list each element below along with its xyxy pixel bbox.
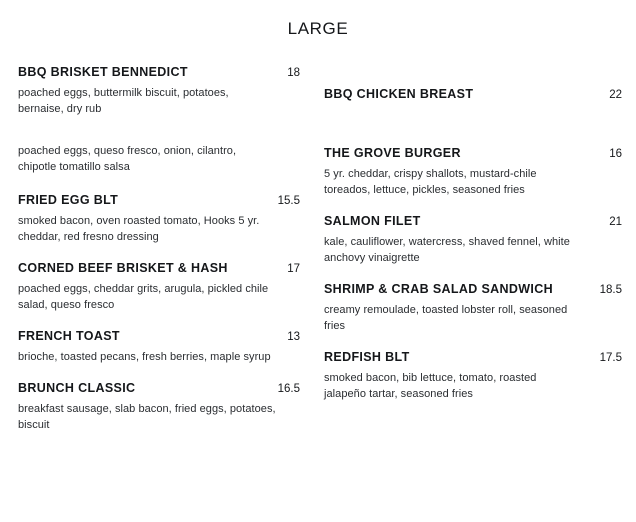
menu-item-description: poached eggs, queso fresco, onion, cilantro, chipotle tomatillo salsa: [18, 145, 237, 173]
page-title: LARGE: [287, 19, 349, 38]
menu-item-name: SALMON FILET: [324, 214, 421, 228]
menu-item-description: brioche, toasted pecans, fresh berries, maple syrup: [18, 351, 271, 363]
menu-item-name: BBQ CHICKEN BREAST: [324, 87, 474, 101]
menu-item-description: creamy remoulade, toasted lobster roll, seasoned fries: [324, 304, 568, 332]
menu-item-price: 15.5: [277, 195, 300, 207]
menu-item-price: 13: [287, 331, 300, 343]
menu-item-header: [324, 214, 622, 229]
menu-item: [18, 381, 300, 433]
menu-item-name: SHRIMP & CRAB SALAD SANDWICH: [324, 282, 554, 296]
menu-item-description: poached eggs, buttermilk biscuit, potatoes, bernaise, dry rub: [18, 87, 229, 115]
menu-item: [18, 329, 300, 365]
menu-column-left: [0, 65, 310, 449]
menu-item-name: THE GROVE BURGER: [324, 146, 461, 160]
menu-item-name: FRIED EGG BLT: [18, 193, 119, 207]
menu-item-header: [18, 329, 300, 344]
menu-item-description: smoked bacon, oven roasted tomato, Hooks 5 yr. cheddar, red fresno dressing: [18, 215, 260, 243]
menu-item-price: 17.5: [599, 352, 622, 364]
menu-item-price: 16: [609, 148, 622, 160]
menu-item-price: 17: [287, 263, 300, 275]
menu-item: [18, 261, 300, 313]
menu-column-right: [310, 87, 636, 418]
menu-item-header: [324, 87, 622, 102]
menu-item-description: breakfast sausage, slab bacon, fried eggs, potatoes, biscuit: [18, 403, 276, 431]
menu-item-name: CORNED BEEF BRISKET & HASH: [18, 261, 228, 275]
menu-item-price: 16.5: [277, 383, 300, 395]
menu-item: [324, 214, 622, 266]
menu-item-price: 18.5: [599, 284, 622, 296]
menu-item-description: kale, cauliflower, watercress, shaved fennel, white anchovy vinaigrette: [324, 236, 570, 264]
menu-item-header: [324, 146, 622, 161]
menu-item-description: smoked bacon, bib lettuce, tomato, roasted jalapeño tartar, seasoned fries: [324, 372, 537, 400]
menu-item-partial: [18, 143, 300, 175]
menu-item: [18, 65, 300, 117]
menu-item-description: 5 yr. cheddar, crispy shallots, mustard-chile toreados, lettuce, pickles, seasoned fries: [324, 168, 537, 196]
menu-item-price: 21: [609, 216, 622, 228]
menu-item-header: [18, 65, 300, 80]
menu-item-name: FRENCH TOAST: [18, 329, 120, 343]
menu-item: [324, 350, 622, 402]
menu-item-header: [324, 350, 622, 365]
menu-item: [18, 193, 300, 245]
menu-item-name: BRUNCH CLASSIC: [18, 381, 136, 395]
menu-item-price: 18: [287, 67, 300, 79]
menu-item-description: poached eggs, cheddar grits, arugula, pickled chile salad, queso fresco: [18, 283, 269, 311]
menu-item-header: [18, 261, 300, 276]
menu-item-header: [18, 381, 300, 396]
menu-item-name: REDFISH BLT: [324, 350, 410, 364]
menu-item: [324, 146, 622, 198]
menu-item: [324, 87, 622, 102]
menu-columns: [0, 65, 636, 449]
menu-item-header: [18, 193, 300, 208]
menu-item-price: 22: [609, 89, 622, 101]
menu-item: [324, 282, 622, 334]
menu-item-header: [324, 282, 622, 297]
menu-item-name: BBQ BRISKET BENNEDICT: [18, 65, 188, 79]
